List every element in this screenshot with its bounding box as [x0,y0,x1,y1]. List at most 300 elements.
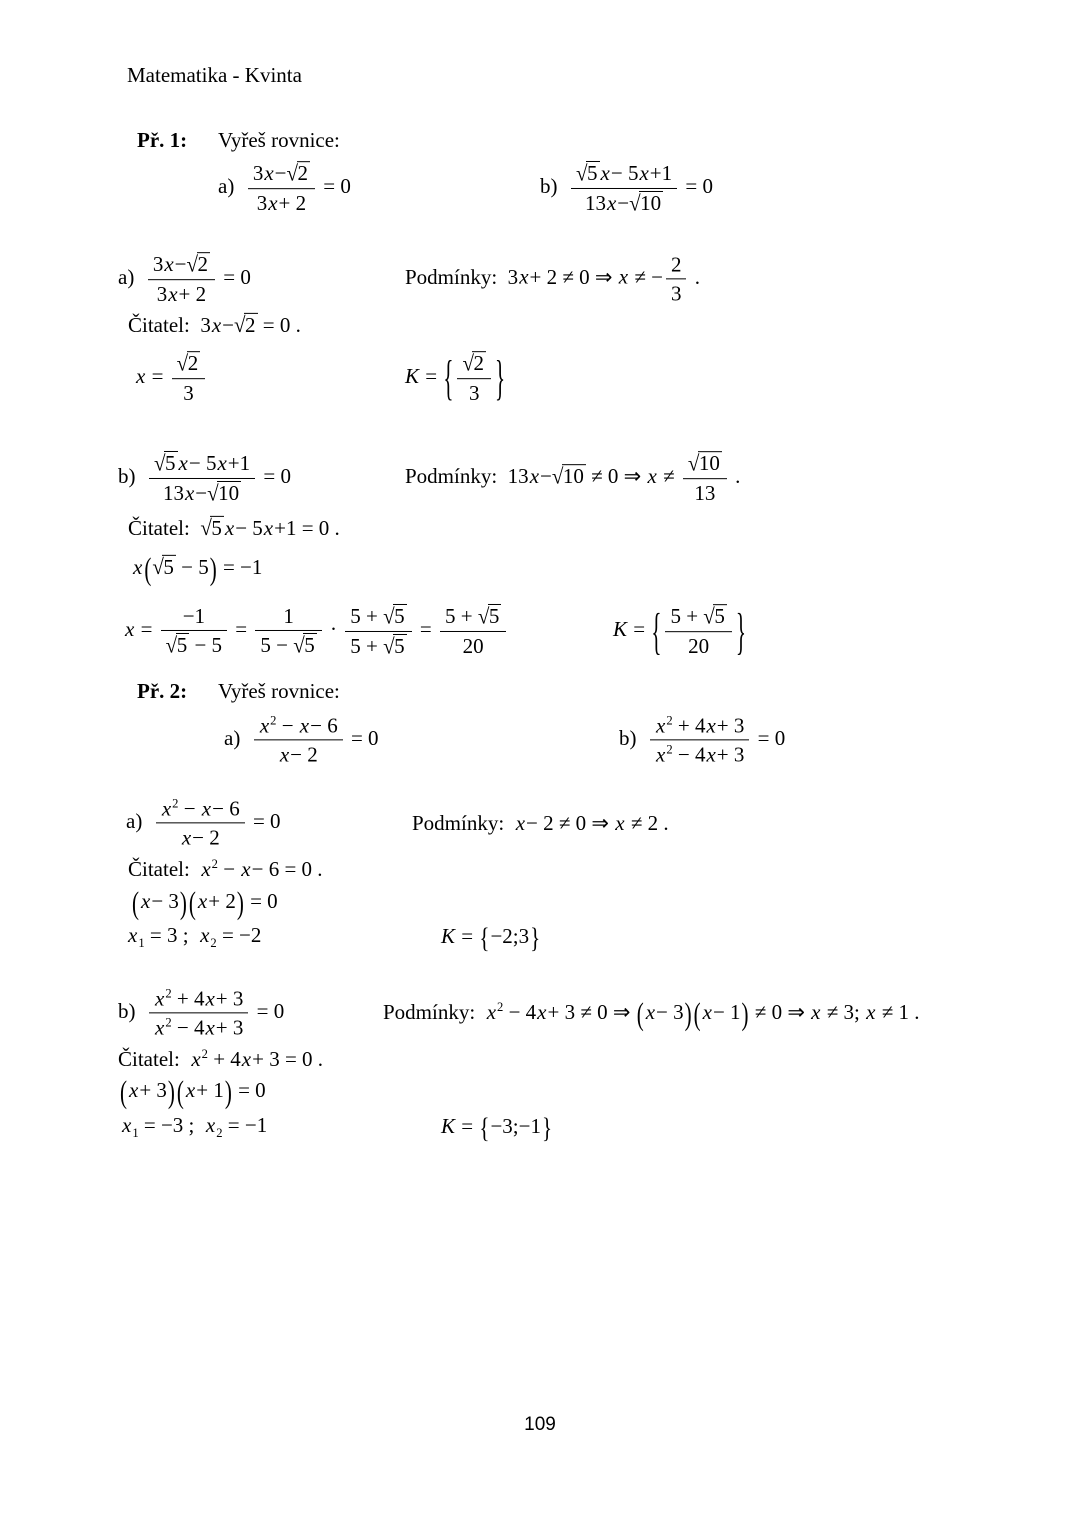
math-text: + 2 [208,888,236,913]
math-text: 13 [162,480,184,505]
math-variable: x [515,810,526,835]
ex2-sol-a-solution-set [440,921,541,955]
math-text: − 3 [151,888,179,913]
stretchy-delimiter: } [541,1111,553,1145]
fraction-denominator [457,378,491,405]
ex2-sol-b-numerator [118,1046,323,1072]
doc-header: Matematika - Kvinta [127,62,302,87]
math-text: = −3 ; [138,1113,205,1138]
math-text: 10 [218,480,240,505]
math-variable: K [441,923,456,948]
square-root [462,351,486,375]
fraction-denominator [248,188,315,215]
square-root [552,464,586,488]
ex2-sol-b-roots [121,1112,267,1142]
square-root [688,451,722,475]
ex1-sol-a-numerator [128,312,301,338]
math-text: a) [224,725,251,750]
math-variable: x [129,1077,139,1102]
math-text: − 5 [188,450,217,475]
math-variable: x [241,856,251,881]
math-variable: x [168,281,178,306]
math-variable: x [706,713,716,738]
math-text: 5 [394,633,405,658]
math-text: − 5 [235,515,263,540]
math-text: + 1 [196,1077,224,1102]
math-text: = [420,363,443,388]
math-text: ≠ − [629,264,663,289]
math-text: 5 [165,450,176,475]
radical-icon: √ [165,632,178,658]
radicand [244,313,258,338]
radical-icon: √ [186,251,199,277]
math-text: +1 [227,450,251,475]
math-text: 13 [694,480,716,505]
superscript: 2 [165,986,172,1001]
math-variable: x [205,986,215,1011]
math-text: Čitatel: [128,515,201,540]
fraction-denominator [683,478,727,505]
math-text: + 4 [171,986,205,1011]
square-root [383,604,407,628]
math-text: ≠ 1 . [876,999,920,1024]
stretchy-delimiter: ) [741,995,749,1032]
ex1-sol-b-chain [124,604,509,658]
math-text: = 0 [218,264,251,289]
math-text: b) [118,998,146,1023]
math-text: ≠ 0 ⇒ [585,463,647,488]
ex1-sol-b-step [132,550,263,587]
fraction [149,451,255,505]
square-root [187,252,211,276]
math-text: ≠ 2 . [625,810,669,835]
radical-icon: √ [293,632,305,658]
math-variable: x [606,190,617,215]
radicand [187,351,201,376]
math-text: 10 [640,190,662,215]
math-text: Podmínky: [412,810,515,835]
superscript: 2 [165,1015,172,1030]
math-variable: x [217,450,227,475]
math-text: +1 = 0 . [274,515,340,540]
subscript: 1 [138,936,145,951]
math-variable: x [259,713,270,738]
radical-icon: √ [207,480,219,505]
math-text: ≠ [657,463,680,488]
square-root [177,351,201,375]
fraction-denominator [149,478,255,506]
fraction [149,986,248,1039]
math-text: = [414,616,437,641]
math-text: = [456,1113,479,1138]
math-text: ≠ 0 ⇒ [749,999,811,1024]
ex1-sol-b-conditions [405,451,740,505]
radical-icon: √ [462,350,474,376]
radicand [217,481,241,506]
math-text: 5 [488,604,500,629]
fraction-numerator [161,604,227,630]
subscript: 2 [210,936,217,951]
fraction-denominator [172,378,206,405]
math-variable: x [181,825,192,850]
math-variable: x [866,999,876,1024]
radical-icon: √ [154,450,166,476]
fraction-denominator [156,823,245,850]
math-text: Podmínky: [383,999,486,1024]
math-text: 1 [283,604,294,629]
math-text: = [135,616,158,641]
math-text: 13 [584,190,606,215]
math-variable: x [639,160,649,185]
stretchy-delimiter: ( [176,1073,184,1110]
math-text: = 0 [258,463,291,488]
math-text: = 0 [244,888,278,913]
math-text: · [324,616,343,641]
ex1-eq-b [540,161,713,215]
math-text: − 2 [192,825,220,850]
stretchy-delimiter: { [479,921,490,955]
superscript: 2 [211,856,218,871]
math-text: = 0 [232,1077,266,1102]
math-text: − [217,856,241,881]
math-text: = [146,363,169,388]
radicand [713,604,727,629]
fraction-denominator [650,740,749,767]
ex1-sol-b-solution-set [612,601,747,660]
math-text: − 4 [171,1015,205,1040]
fraction [255,604,321,658]
fraction-denominator [149,1013,248,1040]
radicand [698,451,722,476]
math-variable: K [613,616,628,641]
radicand [210,516,224,541]
math-text: = −1 [217,554,263,579]
math-text: − 6 [310,713,338,738]
fraction [457,351,491,405]
math-variable: x [164,252,174,277]
radicand [303,633,317,658]
ex1-sol-a-conditions [405,252,700,305]
radical-icon: √ [176,350,189,376]
math-variable: x [279,742,290,767]
radical-icon: √ [576,160,588,186]
math-text: 20 [688,633,710,658]
radical-icon: √ [551,463,564,489]
stretchy-delimiter: ) [209,550,217,587]
math-variable: x [529,463,540,488]
math-text: 2 [187,351,199,376]
radical-icon: √ [383,633,395,658]
math-text: = [628,616,651,641]
math-variable: x [191,1046,201,1071]
math-text: + 3 [139,1077,167,1102]
fraction-denominator [255,630,321,658]
math-text: b) [619,725,647,750]
math-text: + 4 [207,1046,241,1071]
fraction-numerator [457,351,491,378]
math-variable: x [136,363,146,388]
fraction [254,713,343,766]
math-text: = 0 [752,725,786,750]
fraction-denominator [345,631,411,659]
ex1-sol-b-equation [118,451,291,505]
math-variable: x [268,190,278,215]
stretchy-delimiter: ( [188,884,196,921]
square-root [152,555,176,579]
radical-icon: √ [200,515,212,541]
fraction-denominator [666,279,687,306]
radicand [393,604,407,629]
fraction-numerator [440,604,506,631]
math-variable: x [184,480,195,505]
math-text: − [222,312,234,337]
fraction-numerator [683,451,727,478]
math-text: 5 + [670,604,704,629]
ex2-sol-b-solution-set [440,1111,553,1145]
math-text: + 2 [278,190,307,215]
radicand [164,451,178,476]
fraction [683,451,727,505]
math-text: Čitatel: [118,1046,191,1071]
math-text: 3 [468,380,480,405]
math-text: b) [118,463,146,488]
math-variable: x [645,999,656,1024]
math-text: − 6 = 0 . [251,856,323,881]
fraction [148,252,215,306]
radicand [562,464,586,489]
math-text: 5 − [260,633,294,658]
math-variable: x [264,161,274,186]
ex2-eq-a [224,713,379,766]
stretchy-delimiter: ) [224,1073,232,1110]
math-text: Podmínky: 3 [405,264,519,289]
math-variable: x [811,999,821,1024]
math-text: 5 + [350,603,384,628]
square-root [287,161,311,185]
math-text: = 0 [251,998,285,1023]
fraction [665,604,731,658]
math-variable: x [201,796,212,821]
math-text: − [540,463,552,488]
subscript: 2 [216,1126,223,1141]
fraction-denominator [148,279,215,306]
math-text: 5 [176,633,188,658]
radicand [586,161,600,186]
stretchy-delimiter: } [735,601,746,660]
stretchy-delimiter: ) [179,884,187,921]
math-text: − 3 [656,999,684,1024]
math-text: − 1 [712,999,741,1024]
math-text: + 3 ≠ 0 ⇒ [547,999,636,1024]
math-text: 5 [587,160,598,185]
math-text: − 5 [610,160,639,185]
math-text: + 3 [716,713,745,738]
math-text: + 3 [716,742,745,767]
math-text: = 3 ; [144,923,200,948]
math-text: − 4 [503,999,537,1024]
ex2-title: Vyřeš rovnice: [218,678,340,703]
stretchy-delimiter: { [443,350,454,406]
ex1-eq-a [218,161,351,215]
fraction-denominator [254,740,343,767]
superscript: 2 [201,1046,208,1061]
fraction-numerator [255,604,321,630]
fraction-numerator [254,713,343,739]
math-text: − [178,796,201,821]
math-variable: x [519,264,529,289]
fraction [345,604,411,658]
ex1-label: Př. 1: [137,127,188,152]
ex2-sol-b-equation [118,986,284,1039]
math-text: 5 + [444,604,478,629]
math-text: 3 [670,281,682,306]
math-text: − 2 [290,742,318,767]
math-text: + 3 = 0 . [252,1046,324,1071]
radicand [197,252,211,277]
math-text: . [729,463,741,488]
math-text: 3 [183,380,194,405]
square-root [703,604,727,628]
math-text: 5 + [350,633,384,658]
math-variable: x [141,888,151,913]
fraction-numerator [666,252,687,278]
math-text: + 4 [672,713,706,738]
fraction-numerator [149,986,248,1012]
math-text: 2 [473,351,484,376]
math-text: − [274,161,287,186]
ex1-sol-a-equation [118,252,251,306]
math-variable: x [241,1046,252,1071]
math-text: 3 [256,190,268,215]
fraction-numerator [345,604,411,631]
radical-icon: √ [286,160,299,186]
ex1-sol-b-numerator [128,515,340,541]
math-text: 5 [163,554,174,579]
ex2-sol-b-factored [119,1073,266,1110]
math-text: 5 [714,604,725,629]
stretchy-delimiter: ) [167,1073,175,1110]
math-text: = 0 . [257,312,301,337]
math-variable: x [537,999,547,1024]
stretchy-delimiter: ( [144,550,152,587]
math-variable: x [224,515,235,540]
math-text: − 5 [175,554,209,579]
math-text: −1 [182,604,206,629]
radicand [176,633,190,658]
fraction-numerator [571,161,677,188]
math-text: −3;−1 [490,1113,541,1138]
fraction-numerator [148,252,215,279]
math-text: + 2 [178,281,207,306]
radicand [162,555,176,580]
math-variable: x [656,742,666,767]
fraction [156,796,245,849]
math-text: − 4 [672,742,706,767]
math-text: − 6 [212,796,240,821]
math-variable: x [197,888,208,913]
superscript: 2 [270,713,277,728]
square-root [478,604,502,628]
math-text: Čitatel: [128,856,201,881]
square-root [207,481,241,505]
math-variable: x [161,796,172,821]
radicand [297,161,311,186]
stretchy-delimiter: ) [236,884,244,921]
math-text: = −1 [222,1113,268,1138]
math-variable: x [618,264,629,289]
math-text: − [617,190,630,215]
square-root [576,161,600,185]
math-variable: x [178,450,188,475]
math-text: 5 [304,633,315,658]
math-variable: x [201,856,211,881]
math-text: = −2 [216,923,262,948]
square-root [383,634,407,658]
math-variable: x [486,999,497,1024]
math-text: − 5 [189,633,223,658]
math-variable: x [600,160,610,185]
radical-icon: √ [629,190,641,215]
math-text: = 0 [345,725,379,750]
math-variable: x [128,923,138,948]
math-text: = 0 [318,173,351,198]
math-text: 10 [698,451,720,476]
math-variable: x [211,312,222,337]
radicand [488,604,502,629]
math-variable: K [405,363,420,388]
math-text: 3 [252,161,264,186]
fraction [161,604,227,658]
radical-icon: √ [234,312,246,338]
radical-icon: √ [152,554,164,580]
math-variable: x [133,554,143,579]
math-text: 5 [394,603,405,628]
superscript: 2 [666,742,673,757]
math-variable: K [441,1113,456,1138]
fraction-numerator [650,713,749,739]
square-root [154,451,178,475]
math-text: −2;3 [490,923,530,948]
fraction [571,161,677,215]
math-text: = [230,616,253,641]
math-text: 10 [562,463,584,488]
math-text: a) [126,808,153,833]
math-variable: x [155,986,165,1011]
ex1-title: Vyřeš rovnice: [218,127,340,152]
math-text: 3 [152,252,164,277]
fraction-numerator [172,351,206,378]
fraction [666,252,687,305]
math-variable: x [122,1113,132,1138]
fraction [440,604,506,658]
math-text: a) [218,173,245,198]
square-root [166,633,190,657]
math-text: 2 [297,161,309,186]
math-text: +1 [649,160,673,185]
radicand [639,191,663,216]
math-variable: x [125,616,135,641]
radical-icon: √ [687,450,700,476]
stretchy-delimiter: ) [684,995,692,1032]
ex2-sol-a-equation [126,796,281,849]
ex2-sol-a-numerator [128,856,323,882]
math-variable: x [205,1113,216,1138]
math-text: . [689,264,700,289]
stretchy-delimiter: ( [693,995,701,1032]
fraction [248,161,315,215]
math-text: Čitatel: 3 [128,312,211,337]
ex2-sol-a-factored [131,884,278,921]
